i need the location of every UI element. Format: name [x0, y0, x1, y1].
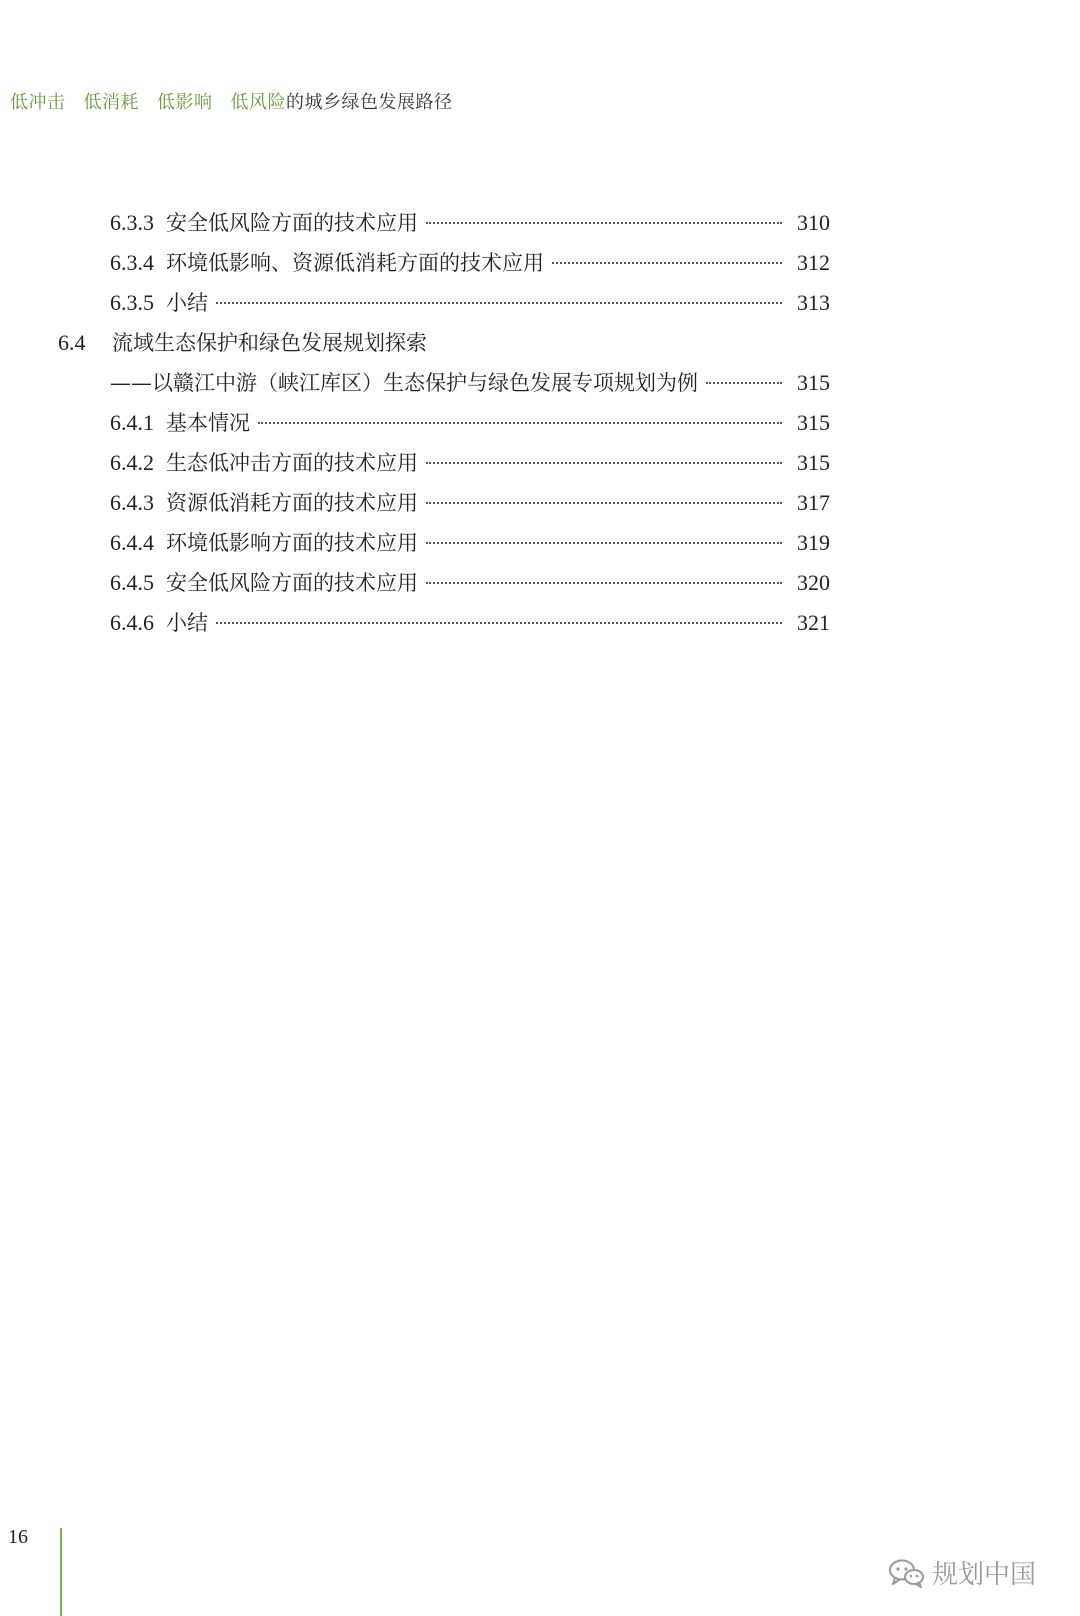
- toc-entry-title: 基本情况: [166, 411, 250, 435]
- toc-entry-number: 6.3.3: [110, 210, 154, 235]
- toc-entry-number: 6.3.4: [110, 250, 154, 275]
- toc-entry-title: 流域生态保护和绿色发展规划探索: [112, 331, 427, 355]
- toc-entry-title: 安全低风险方面的技术应用: [166, 211, 418, 235]
- dot-leader: [216, 622, 782, 624]
- header-suffix: 的城乡绿色发展路径: [286, 92, 453, 113]
- toc-entry-6-4-1[interactable]: [110, 408, 830, 438]
- dot-leader: [426, 582, 782, 584]
- toc-entry-6-4-3[interactable]: [110, 488, 830, 518]
- dot-leader: [426, 462, 782, 464]
- toc-entry-title: 环境低影响、资源低消耗方面的技术应用: [166, 251, 544, 275]
- toc-entry-number: 6.4.4: [110, 530, 154, 555]
- toc-entry-page: 315: [797, 370, 830, 395]
- toc-entry-title: 环境低影响方面的技术应用: [166, 531, 418, 555]
- running-header: [10, 88, 453, 114]
- toc-entry-6-3-3[interactable]: [110, 208, 830, 238]
- margin-rule: [60, 1528, 62, 1616]
- toc-entry-6-4-5[interactable]: [110, 568, 830, 598]
- wechat-icon: [888, 1558, 926, 1588]
- toc-entry-6-4-6[interactable]: [110, 608, 830, 638]
- toc-entry-number: 6.4.6: [110, 610, 154, 635]
- toc-entry-6-4-2[interactable]: [110, 448, 830, 478]
- dot-leader: [706, 382, 782, 384]
- toc-entry-page: 315: [797, 450, 830, 475]
- toc-entry-number: 6.4: [58, 330, 86, 355]
- toc-entry-title: 小结: [166, 611, 208, 635]
- dot-leader: [258, 422, 782, 424]
- toc-entry-page: 310: [797, 210, 830, 235]
- toc-entry-page: 321: [797, 610, 830, 635]
- watermark: [888, 1554, 1036, 1591]
- toc-entry-page: 315: [797, 410, 830, 435]
- header-part-2: 低消耗: [83, 92, 139, 113]
- dot-leader: [426, 222, 782, 224]
- toc-entry-6-3-5[interactable]: [110, 288, 830, 318]
- toc-entry-number: 6.4.1: [110, 410, 154, 435]
- toc-entry-number: 6.4.5: [110, 570, 154, 595]
- toc-entry-number: 6.3.5: [110, 290, 154, 315]
- toc-entry-page: 319: [797, 530, 830, 555]
- toc-entry-title: 小结: [166, 291, 208, 315]
- header-part-4: 低风险: [230, 92, 286, 113]
- toc-entry-6-4-4[interactable]: [110, 528, 830, 558]
- toc-entry-number: 6.4.2: [110, 450, 154, 475]
- dot-leader: [216, 302, 782, 304]
- watermark-text: 规划中国: [932, 1560, 1037, 1590]
- toc-entry-title: 安全低风险方面的技术应用: [166, 571, 418, 595]
- toc-section-6-4[interactable]: [58, 328, 830, 358]
- toc-entry-title: 生态低冲击方面的技术应用: [166, 451, 418, 475]
- toc-entry-page: 317: [797, 490, 830, 515]
- page-number: 16: [8, 1526, 28, 1548]
- header-part-3: 低影响: [157, 92, 213, 113]
- toc-entry-6-3-4[interactable]: [110, 248, 830, 278]
- toc-entry-page: 312: [797, 250, 830, 275]
- dot-leader: [426, 542, 782, 544]
- toc-entry-page: 320: [797, 570, 830, 595]
- toc-entry-title: 资源低消耗方面的技术应用: [166, 491, 418, 515]
- toc-entry-page: 313: [797, 290, 830, 315]
- dot-leader: [426, 502, 782, 504]
- toc-entry-number: 6.4.3: [110, 490, 154, 515]
- toc-entry-title: ——以赣江中游（峡江库区）生态保护与绿色发展专项规划为例: [110, 371, 698, 395]
- dot-leader: [552, 262, 782, 264]
- toc-section-6-4-subtitle[interactable]: [110, 368, 830, 398]
- header-part-1: 低冲击: [10, 92, 66, 113]
